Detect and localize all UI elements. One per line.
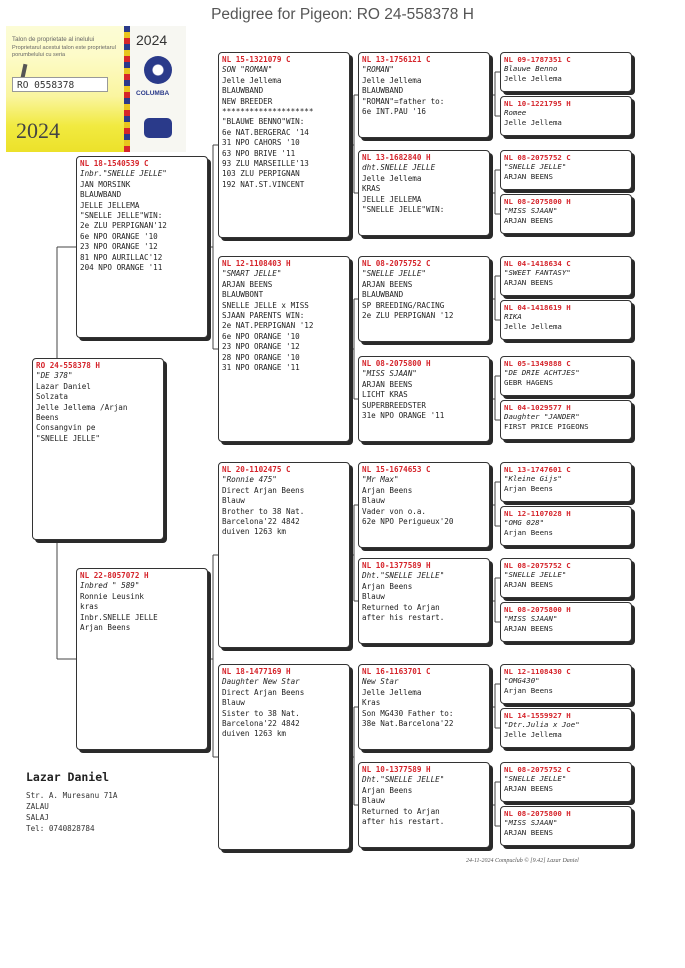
pigeon-info-line: 81 NPO AURILLAC'12 <box>80 252 163 262</box>
pigeon-name: "Ronnie 475" <box>222 475 277 485</box>
pigeon-info-line: ARJAN BEENS <box>504 623 553 633</box>
pigeon-info-line: Returned to Arjan <box>362 602 440 612</box>
pigeon-name: "Mr Max" <box>362 475 399 485</box>
ring-number: NL 08-2075800 H <box>362 359 431 368</box>
pigeon-info-line: SUPERBREEDSTER <box>362 400 427 410</box>
pigeon-info-line: Jelle Jellema /Arjan <box>36 402 128 412</box>
ring-number: NL 13-1747601 C <box>504 465 571 474</box>
pigeon-info-line: ARJAN BEENS <box>222 279 273 289</box>
pigeon-name: "OMG430" <box>504 676 540 686</box>
pigeon-info-line: 103 ZLU PERPIGNAN <box>222 169 300 179</box>
ring-number: NL 04-1418619 H <box>504 303 571 312</box>
pigeon-info-line: ARJAN BEENS <box>362 379 413 389</box>
ring-number: NL 04-1418634 C <box>504 259 571 268</box>
pigeon-info-line: Returned to Arjan <box>362 806 440 816</box>
pigeon-name: "SNELLE JELLE" <box>504 570 567 580</box>
print-footer: 24-11-2024 Compuclub © [9.42] Lazar Daniel <box>466 858 579 864</box>
pigeon-info-line: ARJAN BEENS <box>504 171 553 181</box>
pigeon-info-line: Blauw <box>222 496 245 506</box>
ring-number: NL 09-1787351 C <box>504 55 571 64</box>
pigeon-info-line: ARJAN BEENS <box>504 827 553 837</box>
pigeon-info-line: 93 ZLU MARSEILLE'13 <box>222 159 309 169</box>
pigeon-info-line: 23 NPO ORANGE '12 <box>222 342 300 352</box>
pigeon-info-line: Jelle Jellema <box>504 117 562 127</box>
ring-number: NL 04-1029577 H <box>504 403 571 412</box>
pigeon-name: Dht."SNELLE JELLE" <box>362 571 445 581</box>
pigeon-info-line: Son MG430 Father to: <box>362 708 454 718</box>
pigeon-info-line: KRAS <box>362 184 381 194</box>
ring-number: NL 18-1477169 H <box>222 667 291 676</box>
pigeon-name: "MISS SJAAN" <box>362 369 417 379</box>
ring-number: NL 14-1559927 H <box>504 711 571 720</box>
pigeon-info-line: 6e NPO ORANGE '10 <box>80 231 158 241</box>
pigeon-info-line: Jelle Jellema <box>362 75 422 85</box>
sticker-main-panel <box>6 26 125 152</box>
pigeon-name: Daughter New Star <box>222 677 300 687</box>
ring-number: RO 24-558378 H <box>36 361 101 370</box>
pigeon-info-line: 31 NPO CAHORS '10 <box>222 138 300 148</box>
pigeon-info-line: Blauw <box>362 592 385 602</box>
pigeon-info-line: 6e NAT.BERGERAC '14 <box>222 127 309 137</box>
pigeon-info-line: Kras <box>362 698 381 708</box>
pedigree-card <box>358 762 490 848</box>
pigeon-info-line: SP BREEDING/RACING <box>362 300 445 310</box>
pigeon-info-line: Blauw <box>222 698 245 708</box>
pigeon-info-line: GEBR HAGENS <box>504 377 553 387</box>
pedigree-card <box>500 150 632 190</box>
federation-logo-icon <box>144 118 172 138</box>
pigeon-info-line: 6e NPO ORANGE '10 <box>222 331 300 341</box>
pigeon-name: "MISS SJAAN" <box>504 206 558 216</box>
pigeon-info-line: 6e INT.PAU '16 <box>362 107 427 117</box>
owner-phone: Tel: 0740828784 <box>26 824 95 833</box>
pigeon-info-line: JELLE JELLEMA <box>80 200 140 210</box>
pedigree-card <box>500 400 632 440</box>
pigeon-info-line: "ROMAN"=father to: <box>362 96 445 106</box>
pigeon-info-line: BLAUWBAND <box>362 86 404 96</box>
ring-number: NL 10-1221795 H <box>504 99 571 108</box>
pigeon-info-line: 62e NPO Perigueux'20 <box>362 517 454 527</box>
pigeon-info-line: Jelle Jellema <box>222 75 282 85</box>
ring-number: NL 12-1108430 C <box>504 667 571 676</box>
ring-number: NL 05-1349888 C <box>504 359 571 368</box>
ring-number: NL 08-2075752 C <box>504 765 571 774</box>
pigeon-name: "Kleine Gijs" <box>504 474 562 484</box>
pedigree-card <box>218 256 350 442</box>
pigeon-name: "SNELLE JELLE" <box>362 269 427 279</box>
pigeon-info-line: 23 NPO ORANGE '12 <box>80 242 158 252</box>
pigeon-name: Blauwe Benno <box>504 64 558 74</box>
pigeon-info-line: "SNELLE JELLE"WIN: <box>80 211 163 221</box>
pigeon-info-line: duiven 1263 km <box>222 527 287 537</box>
pedigree-card <box>500 762 632 802</box>
pigeon-info-line: Jelle Jellema <box>504 73 562 83</box>
pigeon-info-line: ARJAN BEENS <box>504 579 553 589</box>
pedigree-card <box>500 194 632 234</box>
pedigree-card <box>76 568 208 750</box>
pigeon-info-line: JAN MORSINK <box>80 179 131 189</box>
ring-number: NL 20-1102475 C <box>222 465 291 474</box>
pigeon-info-line: JELLE JELLEMA <box>362 194 422 204</box>
pigeon-info-line: BLAUWBAND <box>362 290 404 300</box>
ring-number: NL 16-1163701 C <box>362 667 431 676</box>
ring-number: NL 13-1756121 C <box>362 55 431 64</box>
pigeon-info-line: SNELLE JELLE x MISS <box>222 300 309 310</box>
pigeon-info-line: 2e NAT.PERPIGNAN '12 <box>222 321 314 331</box>
owner-block <box>26 770 117 834</box>
pigeon-info-line: ARJAN BEENS <box>504 277 553 287</box>
pigeon-info-line: Arjan Beens <box>80 623 131 633</box>
ring-number: NL 08-2075800 H <box>504 809 571 818</box>
pigeon-info-line: Lazar Daniel <box>36 381 91 391</box>
pedigree-card <box>358 52 490 138</box>
ring-number: NL 08-2075752 C <box>504 153 571 162</box>
pigeon-info-line: Jelle Jellema <box>362 687 422 697</box>
pigeon-info-line: 2e ZLU PERPIGNAN'12 <box>80 221 167 231</box>
pedigree-card <box>358 256 490 342</box>
pigeon-info-line: Jelle Jellema <box>504 321 562 331</box>
pigeon-info-line: after his restart. <box>362 613 445 623</box>
pigeon-info-line: Barcelona'22 4842 <box>222 517 300 527</box>
pigeon-info-line: Jelle Jellema <box>504 729 562 739</box>
pedigree-card <box>500 506 632 546</box>
pigeon-name: "SNELLE JELLE" <box>504 162 567 172</box>
ring-number: NL 12-1107028 H <box>504 509 571 518</box>
pigeon-info-line: FIRST PRICE PIGEONS <box>504 421 589 431</box>
pedigree-card <box>218 664 350 850</box>
pigeon-name: "DE 378" <box>36 371 73 381</box>
ring-number: NL 10-1377589 H <box>362 561 431 570</box>
pigeon-info-line: Blauw <box>362 796 385 806</box>
pigeon-info-line: ARJAN BEENS <box>504 215 553 225</box>
ring-number: NL 15-1674653 C <box>362 465 431 474</box>
pigeon-info-line: Arjan Beens <box>362 785 413 795</box>
pigeon-name: "SNELLE JELLE" <box>504 774 567 784</box>
pigeon-info-line: Consangvin pe <box>36 423 96 433</box>
pedigree-card <box>500 708 632 748</box>
pigeon-info-line: BLAUWBONT <box>222 290 264 300</box>
owner-address: Str. A. Muresanu 71A <box>26 791 118 800</box>
pigeon-info-line: Sister to 38 Nat. <box>222 708 300 718</box>
pigeon-info-line: Barcelona'22 4842 <box>222 719 300 729</box>
pigeon-name: "ROMAN" <box>362 65 395 75</box>
pigeon-info-line: Blauw <box>362 496 385 506</box>
pigeon-info-line: SJAAN PARENTS WIN: <box>222 311 305 321</box>
pigeon-info-line: Solzata <box>36 392 69 402</box>
pigeon-name: Daughter "JANDER" <box>504 412 580 422</box>
pigeon-info-line: kras <box>80 602 99 612</box>
subject-pigeon-card <box>32 358 164 540</box>
pigeon-name: "SMART JELLE" <box>222 269 282 279</box>
pigeon-info-line: BLAUWBAND <box>222 86 264 96</box>
pigeon-info-line: Direct Arjan Beens <box>222 687 305 697</box>
columba-logo-icon <box>144 56 172 84</box>
pigeon-name: Inbred " 589" <box>80 581 140 591</box>
ring-number: NL 18-1540539 C <box>80 159 149 168</box>
pigeon-info-line: Ronnie Leusink <box>80 591 145 601</box>
pigeon-info-line: BLAUWBAND <box>80 190 122 200</box>
pigeon-info-line: 31 NPO ORANGE '11 <box>222 363 300 373</box>
pedigree-card <box>500 256 632 296</box>
sticker-year: 2024 <box>136 32 168 48</box>
pigeon-name: New Star <box>362 677 399 687</box>
pigeon-info-line: after his restart. <box>362 817 445 827</box>
pigeon-info-line: ARJAN BEENS <box>362 279 413 289</box>
owner-name: Lazar Daniel <box>26 770 110 784</box>
pigeon-name: RIKA <box>504 312 522 322</box>
pigeon-name: "MISS SJAAN" <box>504 614 558 624</box>
pigeon-info-line: 31e NPO ORANGE '11 <box>362 411 445 421</box>
ring-number: NL 08-2075752 C <box>362 259 431 268</box>
pedigree-card <box>500 462 632 502</box>
sticker-brand: COLUMBA <box>136 90 170 97</box>
pedigree-card <box>218 462 350 648</box>
pigeon-info-line: Beens <box>36 413 59 423</box>
pedigree-card <box>500 300 632 340</box>
pigeon-name: "SWEET FANTASY" <box>504 268 571 278</box>
ring-number: NL 15-1321079 C <box>222 55 291 64</box>
pigeon-name: dht.SNELLE JELLE <box>362 163 436 173</box>
ring-number: NL 08-2075800 H <box>504 197 571 206</box>
pigeon-info-line: LICHT KRAS <box>362 390 408 400</box>
owner-city: ZALAU <box>26 802 49 811</box>
pigeon-info-line: 63 NPO BRIVE '11 <box>222 148 296 158</box>
pigeon-info-line: Arjan Beens <box>504 527 553 537</box>
pigeon-info-line: 2e ZLU PERPIGNAN '12 <box>362 311 454 321</box>
owner-county: SALAJ <box>26 813 49 822</box>
ring-number: NL 08-2075800 H <box>504 605 571 614</box>
page-title: Pedigree for Pigeon: RO 24-558378 H <box>211 6 474 23</box>
pedigree-card <box>500 52 632 92</box>
ring-number: NL 13-1682840 H <box>362 153 431 162</box>
pigeon-info-line: 192 NAT.ST.VINCENT <box>222 179 305 189</box>
sticker-ring-number: RO 0558378 <box>12 77 108 92</box>
pedigree-card <box>500 602 632 642</box>
pigeon-info-line: Direct Arjan Beens <box>222 485 305 495</box>
pedigree-card <box>358 664 490 750</box>
ring-number: NL 12-1108403 H <box>222 259 291 268</box>
pigeon-info-line: duiven 1263 km <box>222 729 287 739</box>
pigeon-name: "Dtr.Julia x Joe" <box>504 720 580 730</box>
pedigree-card <box>500 806 632 846</box>
ring-number: NL 22-8057072 H <box>80 571 149 580</box>
pigeon-name: SON "ROMAN" <box>222 65 273 75</box>
pedigree-card <box>358 462 490 548</box>
pigeon-info-line: ******************** <box>222 107 314 117</box>
pedigree-card <box>500 558 632 598</box>
pedigree-card <box>500 664 632 704</box>
pigeon-info-line: "SNELLE JELLE"WIN: <box>362 205 445 215</box>
pedigree-card <box>358 150 490 236</box>
ring-number: NL 10-1377589 H <box>362 765 431 774</box>
sticker-subheader: Proprietarul acestui talon este proprietarul porumbelului cu seria <box>12 45 116 58</box>
pigeon-name: "MISS SJAAN" <box>504 818 558 828</box>
sticker-header: Talon de proprietate al inelului <box>12 36 95 43</box>
pedigree-card <box>358 356 490 442</box>
pigeon-info-line: Inbr.SNELLE JELLE <box>80 612 158 622</box>
ring-number: NL 08-2075752 C <box>504 561 571 570</box>
pigeon-info-line: Arjan Beens <box>362 581 413 591</box>
pigeon-info-line: 28 NPO ORANGE '10 <box>222 352 300 362</box>
pigeon-name: Romee <box>504 108 527 118</box>
pigeon-info-line: Arjan Beens <box>504 685 553 695</box>
ring-ownership-sticker <box>6 26 186 152</box>
pigeon-info-line: "BLAUWE BENNO"WIN: <box>222 117 305 127</box>
pigeon-info-line: Jelle Jellema <box>362 173 422 183</box>
pedigree-card <box>218 52 350 238</box>
pigeon-info-line: 204 NPO ORANGE '11 <box>80 263 163 273</box>
pedigree-card <box>500 96 632 136</box>
pigeon-name: Inbr."SNELLE JELLE" <box>80 169 167 179</box>
pigeon-info-line: Arjan Beens <box>362 485 413 495</box>
pigeon-name: "OMG 028" <box>504 518 545 528</box>
pedigree-card <box>76 156 208 338</box>
pigeon-info-line: "SNELLE JELLE" <box>36 433 101 443</box>
sticker-year-large: 2024 <box>16 118 60 143</box>
pedigree-card <box>358 558 490 644</box>
pigeon-info-line: Vader von o.a. <box>362 506 427 516</box>
pigeon-info-line: Brother to 38 Nat. <box>222 506 305 516</box>
sticker-side-panel <box>130 26 186 152</box>
pedigree-card <box>500 356 632 396</box>
pigeon-info-line: NEW BREEDER <box>222 96 273 106</box>
pigeon-info-line: 38e Nat.Barcelona'22 <box>362 719 454 729</box>
pigeon-name: Dht."SNELLE JELLE" <box>362 775 445 785</box>
pigeon-info-line: ARJAN BEENS <box>504 783 553 793</box>
pigeon-info-line: Arjan Beens <box>504 483 553 493</box>
pigeon-name: "DE DRIE ACHTJES" <box>504 368 580 378</box>
